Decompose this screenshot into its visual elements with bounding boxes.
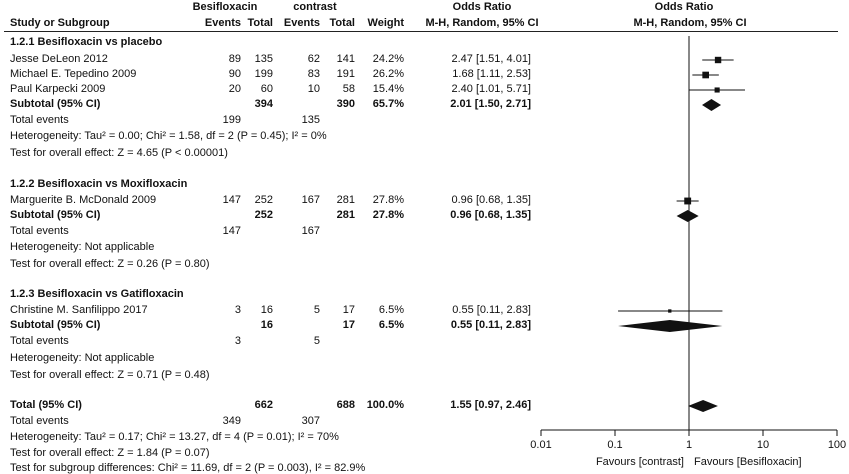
study-point	[715, 57, 721, 63]
study-point	[715, 87, 720, 92]
total2-cell: 17	[342, 304, 355, 316]
or-title-left: Odds Ratio	[452, 1, 512, 13]
total-total2: 688	[336, 399, 355, 411]
x-tick-label: 0.01	[530, 439, 552, 451]
subgroup-difference-text: Test for subgroup differences: Chi² = 11.69, df = 2 (P = 0.003), I² = 82.9%	[10, 462, 366, 474]
events2-cell: 10	[307, 83, 320, 95]
events2-cell: 167	[301, 194, 320, 206]
events2-cell: 83	[307, 68, 320, 80]
events2-cell: 5	[313, 304, 320, 316]
or-method-right: M-H, Random, 95% CI	[633, 17, 747, 29]
study-point	[668, 309, 671, 312]
study-name: Christine M. Sanfilippo 2017	[10, 304, 148, 316]
pooled-diamond	[702, 99, 721, 111]
weight-cell: 15.4%	[372, 83, 404, 95]
favours-right-label: Favours [Besifloxacin]	[694, 456, 802, 468]
subgroup-title: 1.2.2 Besifloxacin vs Moxifloxacin	[10, 178, 188, 190]
ci-cell: 1.68 [1.11, 2.53]	[452, 68, 531, 80]
pooled-diamond	[688, 400, 718, 412]
x-tick-label: 100	[827, 439, 847, 451]
weight-cell: 26.2%	[372, 68, 404, 80]
events1-cell: 20	[228, 83, 241, 95]
subgroup-title: 1.2.1 Besifloxacin vs placebo	[10, 36, 163, 48]
total-events1: 3	[234, 335, 241, 347]
study-point	[684, 198, 691, 205]
ci-cell: 2.40 [1.01, 5.71]	[451, 83, 531, 95]
subtotal-ci: 2.01 [1.50, 2.71]	[450, 98, 531, 110]
total2-cell: 191	[336, 68, 355, 80]
total1-cell: 135	[254, 53, 273, 65]
total-events-label: Total events	[10, 114, 69, 126]
total2-cell: 141	[336, 53, 355, 65]
total-events1: 199	[222, 114, 241, 126]
x-tick-label: 10	[756, 439, 770, 451]
subgroup-title: 1.2.3 Besifloxacin vs Gatifloxacin	[10, 288, 184, 300]
subtotal-label: Subtotal (95% CI)	[10, 319, 101, 331]
total-events1: 147	[222, 225, 241, 237]
subtotal-total2: 390	[336, 98, 355, 110]
total-events-label: Total events	[10, 415, 69, 427]
weight-cell: 27.8%	[372, 194, 404, 206]
subtotal-weight: 27.8%	[372, 209, 404, 221]
events1-cell: 147	[222, 194, 241, 206]
subtotal-label: Subtotal (95% CI)	[10, 209, 101, 221]
total1-header: Total	[247, 17, 273, 29]
events1-cell: 3	[234, 304, 241, 316]
total-ci: 1.55 [0.97, 2.46]	[450, 399, 531, 411]
total2-header: Total	[329, 17, 355, 29]
group1-header: Besifloxacin	[192, 1, 258, 13]
total2-cell: 281	[336, 194, 355, 206]
total-weight: 100.0%	[366, 399, 404, 411]
study-name: Jesse DeLeon 2012	[10, 53, 108, 65]
total-events2: 167	[301, 225, 320, 237]
events1-header: Events	[204, 17, 241, 29]
or-method-left: M-H, Random, 95% CI	[425, 17, 539, 29]
total1-cell: 199	[254, 68, 273, 80]
weight-cell: 6.5%	[378, 304, 404, 316]
weight-cell: 24.2%	[372, 53, 404, 65]
subtotal-total1: 394	[254, 98, 273, 110]
weight-header: Weight	[367, 17, 404, 29]
subtotal-weight: 65.7%	[372, 98, 404, 110]
pooled-diamond	[677, 210, 699, 222]
overall-effect-text: Test for overall effect: Z = 0.26 (P = 0.80)	[10, 258, 210, 270]
heterogeneity-text: Heterogeneity: Tau² = 0.17; Chi² = 13.27, df = 4 (P = 0.01); I² = 70%	[10, 431, 339, 443]
group2-header: contrast	[293, 1, 337, 13]
subtotal-weight: 6.5%	[378, 319, 404, 331]
study-point	[702, 72, 709, 79]
overall-effect-text: Test for overall effect: Z = 0.71 (P = 0.48)	[10, 369, 210, 381]
ci-cell: 0.96 [0.68, 1.35]	[451, 194, 531, 206]
total-events2: 307	[301, 415, 320, 427]
total-label: Total (95% CI)	[10, 399, 82, 411]
x-tick-label: 0.1	[607, 439, 623, 451]
subtotal-label: Subtotal (95% CI)	[10, 98, 101, 110]
x-tick-label: 1	[685, 439, 693, 451]
subtotal-total2: 281	[336, 209, 355, 221]
total1-cell: 252	[254, 194, 273, 206]
subtotal-total1: 252	[254, 209, 273, 221]
events1-cell: 89	[228, 53, 241, 65]
ci-cell: 0.55 [0.11, 2.83]	[452, 304, 531, 316]
heterogeneity-text: Heterogeneity: Tau² = 0.00; Chi² = 1.58, df = 2 (P = 0.45); I² = 0%	[10, 130, 327, 142]
total-events2: 135	[301, 114, 320, 126]
study-name: Paul Karpecki 2009	[10, 83, 106, 95]
study-name: Michael E. Tepedino 2009	[10, 68, 137, 80]
events1-cell: 90	[228, 68, 241, 80]
total1-cell: 16	[260, 304, 273, 316]
study-header: Study or Subgroup	[10, 17, 110, 29]
heterogeneity-text: Heterogeneity: Not applicable	[10, 241, 155, 253]
subtotal-total1: 16	[260, 319, 273, 331]
total-total1: 662	[254, 399, 273, 411]
total-events2: 5	[313, 335, 320, 347]
favours-left-label: Favours [contrast]	[595, 456, 684, 468]
overall-effect-text: Test for overall effect: Z = 4.65 (P < 0.00001)	[10, 147, 228, 159]
events2-cell: 62	[307, 53, 320, 65]
total-events-label: Total events	[10, 335, 69, 347]
or-title-right: Odds Ratio	[654, 1, 714, 13]
events2-header: Events	[283, 17, 320, 29]
study-name: Marguerite B. McDonald 2009	[10, 194, 157, 206]
total-events1: 349	[222, 415, 241, 427]
subtotal-ci: 0.96 [0.68, 1.35]	[450, 209, 531, 221]
subtotal-ci: 0.55 [0.11, 2.83]	[450, 319, 531, 331]
pooled-diamond	[618, 320, 722, 332]
overall-effect-text: Test for overall effect: Z = 1.84 (P = 0.07)	[10, 447, 210, 459]
heterogeneity-text: Heterogeneity: Not applicable	[10, 352, 155, 364]
total-events-label: Total events	[10, 225, 69, 237]
ci-cell: 2.47 [1.51, 4.01]	[451, 53, 531, 65]
subtotal-total2: 17	[342, 319, 355, 331]
total1-cell: 60	[260, 83, 273, 95]
total2-cell: 58	[342, 83, 355, 95]
